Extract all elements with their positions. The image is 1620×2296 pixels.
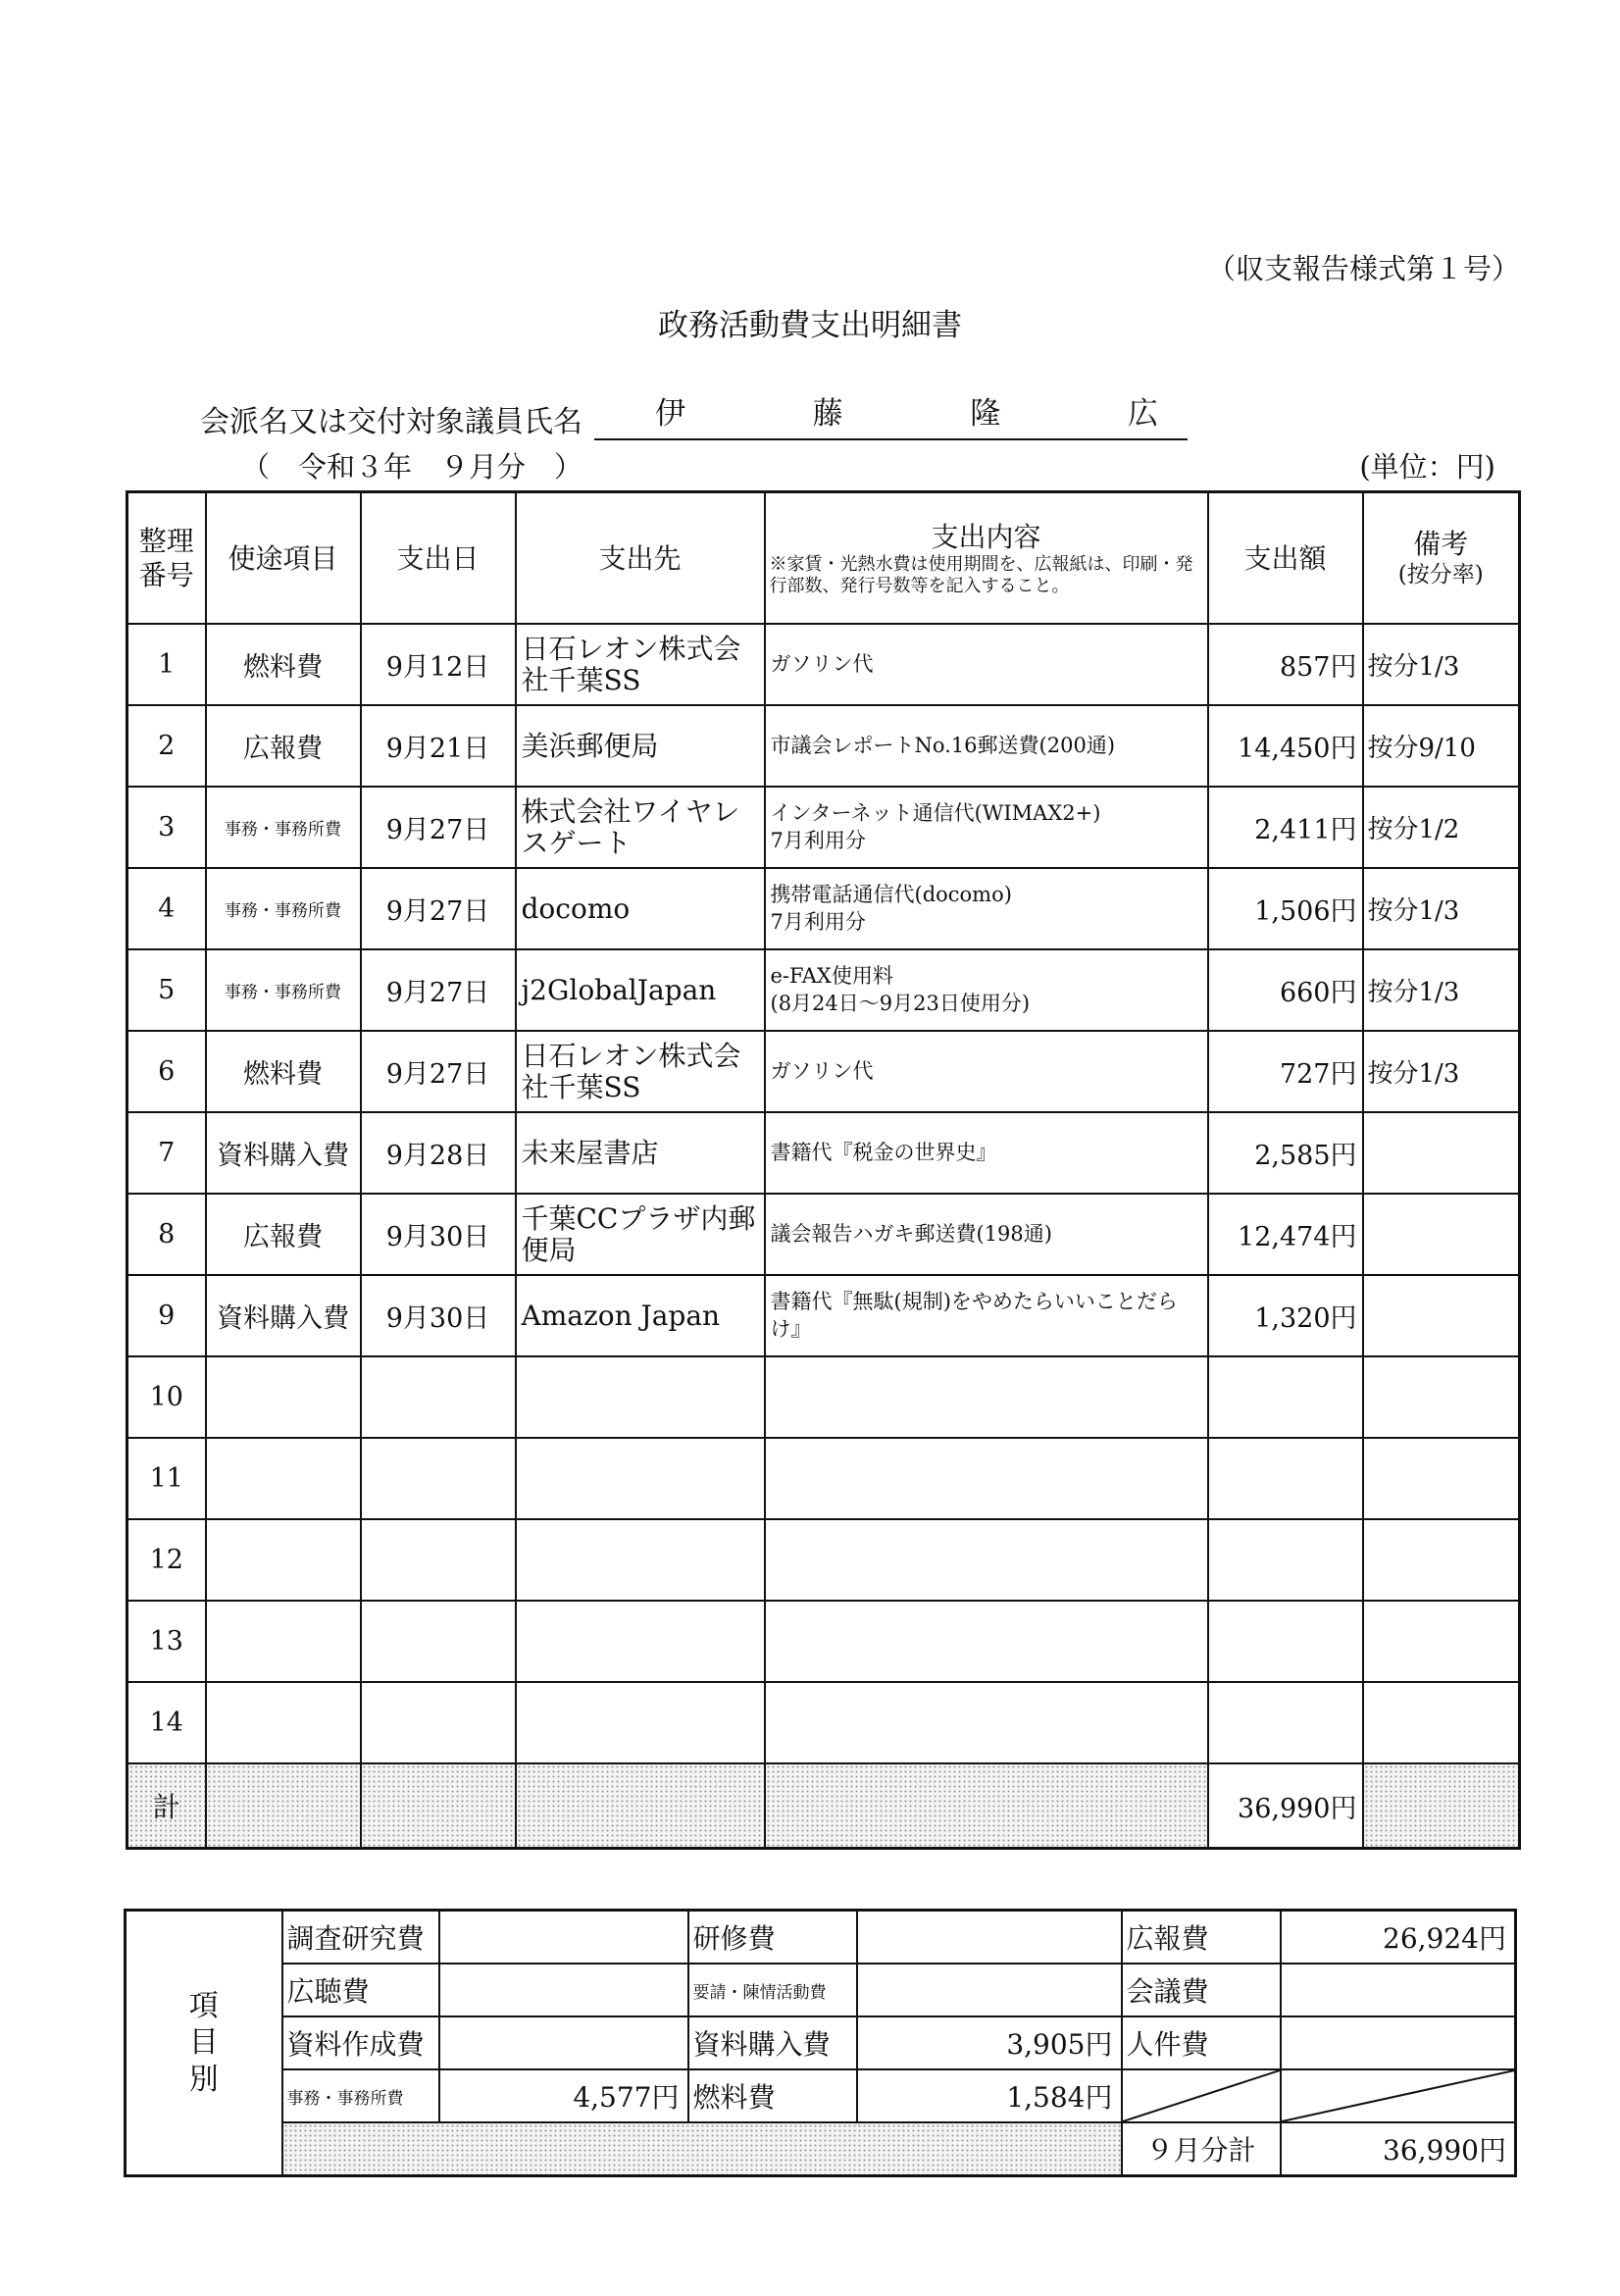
row-content	[765, 1601, 1208, 1682]
month-total-label: ９月分計	[1122, 2122, 1281, 2176]
table-row	[127, 787, 1520, 868]
row-payee: j2GlobalJapan	[516, 949, 765, 1031]
row-number: 1	[127, 624, 206, 705]
table-row	[127, 1356, 1520, 1438]
research-label: 調査研究費	[282, 1911, 439, 1964]
row-date: 9月27日	[361, 949, 516, 1031]
row-category: 事務・事務所費	[206, 868, 361, 949]
hearing-label: 広聴費	[282, 1964, 439, 2016]
member-name-char: 藤	[812, 396, 843, 432]
row-remarks: 按分1/2	[1363, 787, 1520, 868]
row-content: インターネット通信代(WIMAX2+) 7月利用分	[765, 787, 1208, 868]
row-number: 4	[127, 868, 206, 949]
meeting-value	[1281, 1964, 1516, 2016]
row-payee: 美浜郵便局	[516, 705, 765, 787]
row-amount	[1208, 1601, 1363, 1682]
row-date: 9月30日	[361, 1275, 516, 1356]
docs-label: 資料作成費	[282, 2016, 439, 2069]
row-remarks	[1363, 1682, 1520, 1763]
header-content	[765, 492, 1208, 625]
row-content	[765, 1356, 1208, 1438]
header-content-note: ※家賃・光熱水費は使用期間を、広報紙は、印刷・発行部数、発行号数等を記入すること。	[769, 553, 1193, 596]
table-row	[127, 1682, 1520, 1763]
row-remarks: 按分1/3	[1363, 868, 1520, 949]
row-date	[361, 1438, 516, 1519]
row-category: 広報費	[206, 1194, 361, 1275]
row-amount: 14,450円	[1208, 705, 1363, 787]
row-amount: 2,585円	[1208, 1112, 1363, 1194]
table-row	[127, 1031, 1520, 1112]
row-amount	[1208, 1356, 1363, 1438]
meeting-label: 会議費	[1122, 1964, 1281, 2016]
row-number: 11	[127, 1438, 206, 1519]
row-content: 議会報告ハガキ郵送費(198通)	[765, 1194, 1208, 1275]
row-date: 9月30日	[361, 1194, 516, 1275]
struck-cell	[1122, 2069, 1281, 2122]
row-payee: Amazon Japan	[516, 1275, 765, 1356]
header-payee: 支出先	[516, 492, 765, 625]
row-content: 携帯電話通信代(docomo) 7月利用分	[765, 868, 1208, 949]
table-row	[127, 1601, 1520, 1682]
row-remarks	[1363, 1601, 1520, 1682]
row-content	[765, 1682, 1208, 1763]
hearing-value	[439, 1964, 688, 2016]
header-amount: 支出額	[1208, 492, 1363, 625]
row-remarks	[1363, 1356, 1520, 1438]
row-amount: 727円	[1208, 1031, 1363, 1112]
total-blank-cell	[361, 1763, 516, 1849]
category-summary-table	[124, 1909, 1517, 2177]
row-amount: 12,474円	[1208, 1194, 1363, 1275]
row-remarks: 按分9/10	[1363, 705, 1520, 787]
currency-unit: (単位：円)	[1359, 450, 1495, 484]
row-number: 12	[127, 1519, 206, 1601]
row-amount	[1208, 1519, 1363, 1601]
row-number: 9	[127, 1275, 206, 1356]
purchase-value: 3,905円	[857, 2016, 1122, 2069]
row-content: ガソリン代	[765, 1031, 1208, 1112]
row-date	[361, 1601, 516, 1682]
row-payee: docomo	[516, 868, 765, 949]
total-blank-cell	[206, 1763, 361, 1849]
row-number: 13	[127, 1601, 206, 1682]
document-title: 政務活動費支出明細書	[658, 308, 962, 343]
table-row	[127, 1112, 1520, 1194]
expenditure-table	[126, 490, 1521, 1850]
petition-value	[857, 1964, 1122, 2016]
row-category	[206, 1438, 361, 1519]
row-remarks: 按分1/3	[1363, 1031, 1520, 1112]
row-number: 10	[127, 1356, 206, 1438]
header-number: 整理 番号	[127, 492, 206, 625]
row-payee	[516, 1601, 765, 1682]
pr-value: 26,924円	[1281, 1911, 1516, 1964]
row-date	[361, 1519, 516, 1601]
member-row	[200, 388, 1188, 440]
row-content: 書籍代『無駄(規制)をやめたらいいことだらけ』	[765, 1275, 1208, 1356]
header-content-title: 支出内容	[931, 520, 1041, 553]
table-row	[127, 624, 1520, 705]
total-blank-cell	[1363, 1763, 1520, 1849]
member-name-char: 伊	[655, 396, 685, 432]
member-label: 会派名又は交付対象議員氏名	[200, 405, 582, 439]
row-number: 8	[127, 1194, 206, 1275]
struck-cell	[1281, 2069, 1516, 2122]
row-amount: 857円	[1208, 624, 1363, 705]
row-content: ガソリン代	[765, 624, 1208, 705]
member-name	[594, 388, 1188, 440]
fuel-label: 燃料費	[688, 2069, 857, 2122]
row-date	[361, 1682, 516, 1763]
month-total-value: 36,990円	[1281, 2122, 1516, 2176]
purchase-label: 資料購入費	[688, 2016, 857, 2069]
fuel-value: 1,584円	[857, 2069, 1122, 2122]
row-category	[206, 1601, 361, 1682]
row-content	[765, 1519, 1208, 1601]
training-label: 研修費	[688, 1911, 857, 1964]
member-name-char: 広	[1127, 396, 1158, 432]
table-row	[127, 1194, 1520, 1275]
row-category: 資料購入費	[206, 1112, 361, 1194]
row-remarks	[1363, 1112, 1520, 1194]
row-remarks: 按分1/3	[1363, 949, 1520, 1031]
row-category	[206, 1356, 361, 1438]
row-date: 9月27日	[361, 868, 516, 949]
form-number: （収支報告様式第１号）	[1206, 252, 1520, 285]
header-remarks: 備考 (按分率)	[1363, 492, 1520, 625]
table-row	[127, 949, 1520, 1031]
row-category: 燃料費	[206, 624, 361, 705]
row-date	[361, 1356, 516, 1438]
summary-side-label: 項 目 別	[126, 1911, 282, 2176]
docs-value	[439, 2016, 688, 2069]
total-blank-cell	[765, 1763, 1208, 1849]
row-number: 7	[127, 1112, 206, 1194]
total-blank-cell	[516, 1763, 765, 1849]
row-category: 広報費	[206, 705, 361, 787]
petition-label: 要請・陳情活動費	[688, 1964, 857, 2016]
table-row	[127, 1275, 1520, 1356]
row-remarks	[1363, 1519, 1520, 1601]
row-content: 市議会レポートNo.16郵送費(200通)	[765, 705, 1208, 787]
row-number: 5	[127, 949, 206, 1031]
row-payee: 日石レオン株式会社千葉SS	[516, 1031, 765, 1112]
personnel-value	[1281, 2016, 1516, 2069]
row-remarks: 按分1/3	[1363, 624, 1520, 705]
row-payee: 株式会社ワイヤレスゲート	[516, 787, 765, 868]
row-category	[206, 1519, 361, 1601]
row-payee	[516, 1519, 765, 1601]
row-category	[206, 1682, 361, 1763]
row-payee: 千葉CCプラザ内郵便局	[516, 1194, 765, 1275]
row-content: 書籍代『税金の世界史』	[765, 1112, 1208, 1194]
research-value	[439, 1911, 688, 1964]
row-payee	[516, 1438, 765, 1519]
row-payee	[516, 1682, 765, 1763]
row-category: 事務・事務所費	[206, 787, 361, 868]
pr-label: 広報費	[1122, 1911, 1281, 1964]
row-number: 14	[127, 1682, 206, 1763]
table-header-row	[127, 492, 1520, 625]
member-name-char: 隆	[970, 396, 1001, 432]
summary-blank-cell	[282, 2122, 1122, 2176]
row-number: 3	[127, 787, 206, 868]
row-amount: 1,320円	[1208, 1275, 1363, 1356]
row-category: 燃料費	[206, 1031, 361, 1112]
row-category: 資料購入費	[206, 1275, 361, 1356]
header-date: 支出日	[361, 492, 516, 625]
row-amount	[1208, 1438, 1363, 1519]
total-row	[127, 1763, 1520, 1849]
row-date: 9月21日	[361, 705, 516, 787]
row-amount: 2,411円	[1208, 787, 1363, 868]
row-date: 9月12日	[361, 624, 516, 705]
header-category: 使途項目	[206, 492, 361, 625]
row-date: 9月27日	[361, 787, 516, 868]
office-label: 事務・事務所費	[282, 2069, 439, 2122]
personnel-label: 人件費	[1122, 2016, 1281, 2069]
row-date: 9月27日	[361, 1031, 516, 1112]
table-row	[127, 1519, 1520, 1601]
total-amount: 36,990円	[1208, 1763, 1363, 1849]
row-remarks	[1363, 1194, 1520, 1275]
row-date: 9月28日	[361, 1112, 516, 1194]
row-content	[765, 1438, 1208, 1519]
table-row	[127, 1438, 1520, 1519]
row-amount: 1,506円	[1208, 868, 1363, 949]
row-payee: 日石レオン株式会社千葉SS	[516, 624, 765, 705]
office-value: 4,577円	[439, 2069, 688, 2122]
row-number: 2	[127, 705, 206, 787]
row-number: 6	[127, 1031, 206, 1112]
report-period: （ 令和３年 ９月分 ）	[241, 450, 583, 484]
row-payee	[516, 1356, 765, 1438]
row-amount: 660円	[1208, 949, 1363, 1031]
diagonal-strike	[1282, 2070, 1515, 2121]
row-amount	[1208, 1682, 1363, 1763]
table-row	[127, 868, 1520, 949]
training-value	[857, 1911, 1122, 1964]
diagonal-strike	[1123, 2070, 1280, 2121]
row-remarks	[1363, 1438, 1520, 1519]
row-payee: 未来屋書店	[516, 1112, 765, 1194]
row-content: e-FAX使用料 (8月24日～9月23日使用分)	[765, 949, 1208, 1031]
total-label: 計	[127, 1763, 206, 1849]
table-row	[127, 705, 1520, 787]
row-remarks	[1363, 1275, 1520, 1356]
row-category: 事務・事務所費	[206, 949, 361, 1031]
